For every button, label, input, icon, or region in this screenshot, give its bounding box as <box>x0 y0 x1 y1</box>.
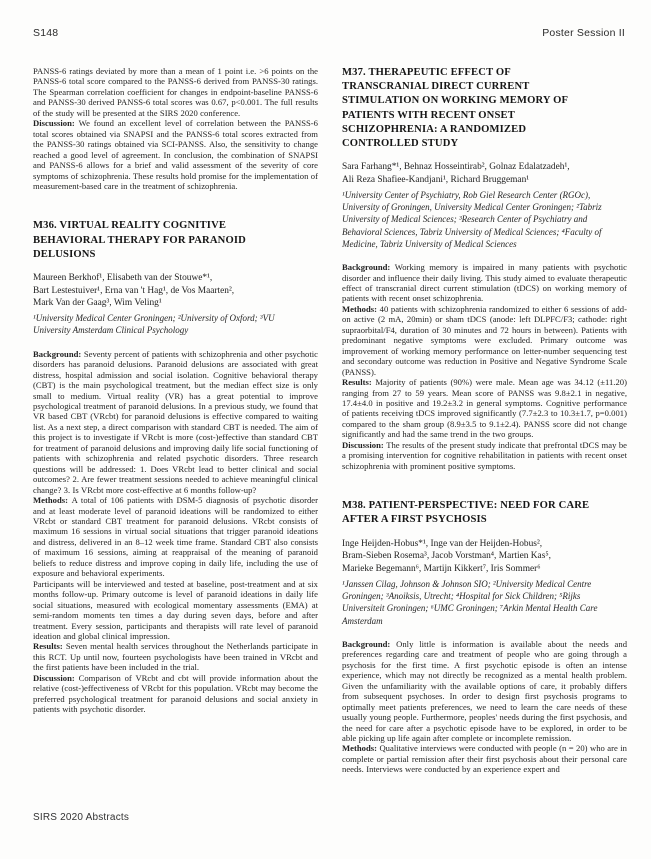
abstract-paragraph <box>342 304 627 377</box>
author-line: Inge Heijden-Hobus*¹, Inge van der Heijden-Hobus², <box>342 538 543 549</box>
abstract-paragraph <box>342 743 627 774</box>
affiliations: ¹University Medical Center Groningen; ²University of Oxford; ³VU University Amsterdam Clinical Psychology <box>33 313 275 336</box>
paragraph-label: Discussion: <box>342 439 384 450</box>
abstract-paragraph <box>33 641 318 672</box>
abstract-body <box>342 262 627 471</box>
paragraph-label: Methods: <box>33 495 69 506</box>
author-line: Mark Van der Gaag³, Wim Veling¹ <box>33 298 162 309</box>
abstract-paragraph <box>33 673 318 715</box>
author-list <box>33 272 318 310</box>
abstract-title: M38. PATIENT-PERSPECTIVE: NEED FOR CARE AFTER A FIRST PSYCHOSIS <box>342 500 590 526</box>
paragraph-label: Discussion: <box>33 118 75 129</box>
author-line: Sara Farhang*¹, Behnaz Hosseintirab², Golnaz Edalatzadeh¹, <box>342 162 570 173</box>
paragraph-text: PANSS-6 ratings deviated by more than a mean of 1 point i.e. >6 points on the PANSS-6 total score compared to the PANSS-6 derived from PANSS-30 ratings. The Spearman correlation coefficient for changes in endpoint-baseline PANSS-6 and PANSS-30 derived PANSS-6 total scores was 0.67, p<0.001. The full results of the study will be presented at the SIRS 2020 conference. <box>33 66 318 118</box>
abstract-body <box>342 639 627 775</box>
abstract-body <box>33 349 318 715</box>
abstract-paragraph <box>33 118 318 191</box>
abstract-title: M37. THERAPEUTIC EFFECT OF TRANSCRANIAL DIRECT CURRENT STIMULATION ON WORKING MEMORY OF PATIENTS WITH RECENT ONSET SCHIZOPHRENIA: A RANDOMIZED CONTROLLED STUDY <box>342 67 568 150</box>
abstract-paragraph <box>33 495 318 579</box>
affiliations: ¹Janssen Cilag, Johnson & Johnson SIO; ²University Medical Centre Groningen; ³Anoiksis, Utrecht; ⁴Hospital for Sick Children; ⁵Rijks Universiteit Groningen; ⁶UMC Groningen; ⁷Arkin Mental Health Care Amsterdam <box>342 578 598 626</box>
abstract-paragraph <box>342 377 627 440</box>
paragraph-text: Participants will be interviewed and tested at baseline, post-treatment and at six months follow-up. Primary outcome is level of paranoid ideations in daily life social situations, measured with ecological momentary assessments (EMA) at semi-random moments ten times a day during seven days, before and after treatment. Every session, participants and therapists will rate level of paranoid ideation and global clinical impression. <box>33 578 318 641</box>
paragraph-text: A total of 106 patients with DSM-5 diagnosis of psychotic disorder and at least moderate level of paranoid ideations will be randomized to either VRcbt or standard CBT treatment for paranoid delusions. VRcbt consists of maximum 16 sessions in virtual social situations that trigger paranoid ideations and distress, delivered in an 8–12 week time frame. Standard CBT also consists of maximum 16 sessions, aiming at reappraisal of the meaning of paranoid beliefs to reduce distress and improve coping in daily life, including the use of exposure and behavioral experiments. <box>33 495 318 579</box>
abstract-paragraph <box>33 349 318 495</box>
author-line: Bart Lestestuiver¹, Erna van 't Hag¹, de Vos Maarten², <box>33 285 235 296</box>
abstract-m37 <box>342 66 627 471</box>
abstract-m36 <box>33 219 318 714</box>
author-line: Ali Reza Shafiee-Kandjani¹, Richard Bruggeman¹ <box>342 174 530 185</box>
paragraph-label: Methods: <box>342 743 378 754</box>
paragraph-label: Discussion: <box>33 672 75 683</box>
author-line: Maureen Berkhof¹, Elisabeth van der Stouwe*¹, <box>33 273 213 284</box>
paragraph-text: Only little is information is available about the needs and preferences regarding care and treatment of people who are going through a psychosis for the first time. A first psychotic episode is often an intense experience, which may not directly be recognized as a mental health problem. Given the unfamiliarity with the available options of care, it probably differs from subsequent psychoses. In order to design first psychosis programs to optimally meet patients preferences, we need to learn the care needs of these usually young people. Furthermore, peoples' needs during the first psychosis, and the need for care after a psychotic episode have to be explored, in order to be able picking up life again after complete or incomplete remission. <box>342 638 628 743</box>
paragraph-label: Background: <box>342 638 391 649</box>
author-list <box>342 161 627 186</box>
author-line: Marieke Begemann⁶, Martijn Kikkert⁷, Iris Sommer⁶ <box>342 563 541 574</box>
right-column <box>342 66 627 775</box>
paragraph-label: Background: <box>342 262 391 273</box>
abstract-title: M36. VIRTUAL REALITY COGNITIVE BEHAVIORAL THERAPY FOR PARANOID DELUSIONS <box>33 220 246 260</box>
paragraph-text: Majority of patients (90%) were male. Mean age was 34.12 (±11.20) ranging from 27 to 59 years. Mean score of PANSS was 9.8±2.1 in negative, 17.4±4.0 in positive and 19.2±3.2 in general symptoms. Cognitive performance of patients receiving tDCS improved significantly (7.7±2.3 to 10.3±1.7, p=0.001) compared to the sham group (8.9±3.5 to 9.1±2.4). PANSS score did not change significantly and had the same trend in the two groups. <box>342 377 627 440</box>
paragraph-label: Background: <box>33 348 82 359</box>
author-line: Bram-Sieben Rosema³, Jacob Vorstman⁴, Martien Kas⁵, <box>342 551 551 562</box>
page-header <box>33 27 625 39</box>
paragraph-text: Working memory is impaired in many patients with psychotic disorder and influence their daily living. This study aimed to evaluate therapeutic effect of transcranial direct current stimulation (tDCS) on working memory of patients with recent onset schizophrenia. <box>342 262 627 304</box>
abstract-paragraph <box>33 66 318 118</box>
session-title: Poster Session II <box>542 27 625 39</box>
paragraph-text: Qualitative interviews were conducted with people (n = 20) who are in complete or partial remission after their first psychosis about their personal care needs. Interviews were conducted by an experience expert and <box>342 743 627 775</box>
paragraph-label: Methods: <box>342 303 378 314</box>
left-column <box>33 66 318 715</box>
paragraph-label: Results: <box>33 641 63 652</box>
paragraph-text: The results of the present study indicate that prefrontal tDCS may be a promising intervention for cognitive rehabilitation in patients with recent onset schizophrenia with prominent positive symptoms. <box>342 439 627 471</box>
page-number: S148 <box>33 27 59 39</box>
paragraph-text: We found an excellent level of correlation between the PANSS-6 total scores obtained via SNAPSI and the PANSS-6 total scores extracted from the PANSS-30 ratings obtained via SCI-PANSS. Also, the sensitivity to change reached a good level of agreement. In conclusion, the combination of SNAPSI and PANSS-6 allows for a brief and valid assessment of the severity of core symptoms of schizophrenia. These results hold promise for the implementation of measurement-based care in the treatment of schizophrenia. <box>33 118 318 191</box>
two-column-layout <box>33 66 628 775</box>
paragraph-text: 40 patients with schizophrenia randomized to either 6 sessions of add-on active (2 mA, 20min) or sham tDCS (anode: left DLPFC/F3; cathode: right supraorbital/F4, duration of 30 minutes and 72 hours in between). Patients with predominant negative symptoms were excluded. Primary outcome was improvement of working memory performance on letter-number sequencing test and secondary outcome was reduction in Positive and Negative Syndrome Scale (PANSS). <box>342 303 628 377</box>
paragraph-text: Seven mental health services throughout the Netherlands participate in this RCT. Up until now, fourteen psychologists have been trained in VRcbt and the first patients have been included in the trial. <box>33 641 318 673</box>
abstract-paragraph <box>342 440 627 471</box>
affiliations: ¹University Center of Psychiatry, Rob Giel Research Center (RGOc), University of Groningen, University Medical Center Groningen; ²Tabriz University of Medical Sciences; ³Research Center of Psychiatry and Behavioral Sciences, Tabriz University of Medical Sciences; ⁴Faculty of Medicine, Tabriz University of Medical Sciences <box>342 189 602 249</box>
abstract-paragraph <box>342 639 627 744</box>
author-list <box>342 538 627 576</box>
paragraph-label: Results: <box>342 377 372 388</box>
paragraph-text: Seventy percent of patients with schizophrenia and other psychotic disorders has paranoid delusions. Paranoid delusions are associated with great distress, hospital admission and social isolation. Cognitive behavioral therapy (CBT) is the main psychological treatment, but the median effect size is only small to medium. Virtual reality (VR) has a great potential to improve psychological treatment of paranoid delusions. In a previous study, we found that VR based CBT (VRcbt) for paranoid delusions is effective compared to waiting list. As a next step, a direct comparison with standard CBT is needed. The aim of this project is to investigate if VRcbt is more (cost-)effective than standard CBT for treatment of paranoid delusions and improving daily life social functioning of patients with schizophrenia and related psychotic disorders. Three research questions will be addressed: 1. Does VRcbt lead to better clinical and social outcomes? 2. Are fewer treatment sessions needed to achieve meaningful clinical change? 3. Is VRcbt more cost-effective at 6 months follow-up? <box>33 348 318 495</box>
footer-abstracts-label: SIRS 2020 Abstracts <box>33 812 130 823</box>
abstract-paragraph <box>33 579 318 642</box>
abstract-paragraph <box>342 262 627 304</box>
abstract-m38 <box>342 499 627 775</box>
paragraph-text: Comparison of VRcbt and cbt will provide information about the relative (cost-)effectiveness of VRcbt for this population. VRcbt may become the preferred psychological treatment for paranoid delusions and social anxiety in patients with psychotic disorder. <box>33 672 318 715</box>
